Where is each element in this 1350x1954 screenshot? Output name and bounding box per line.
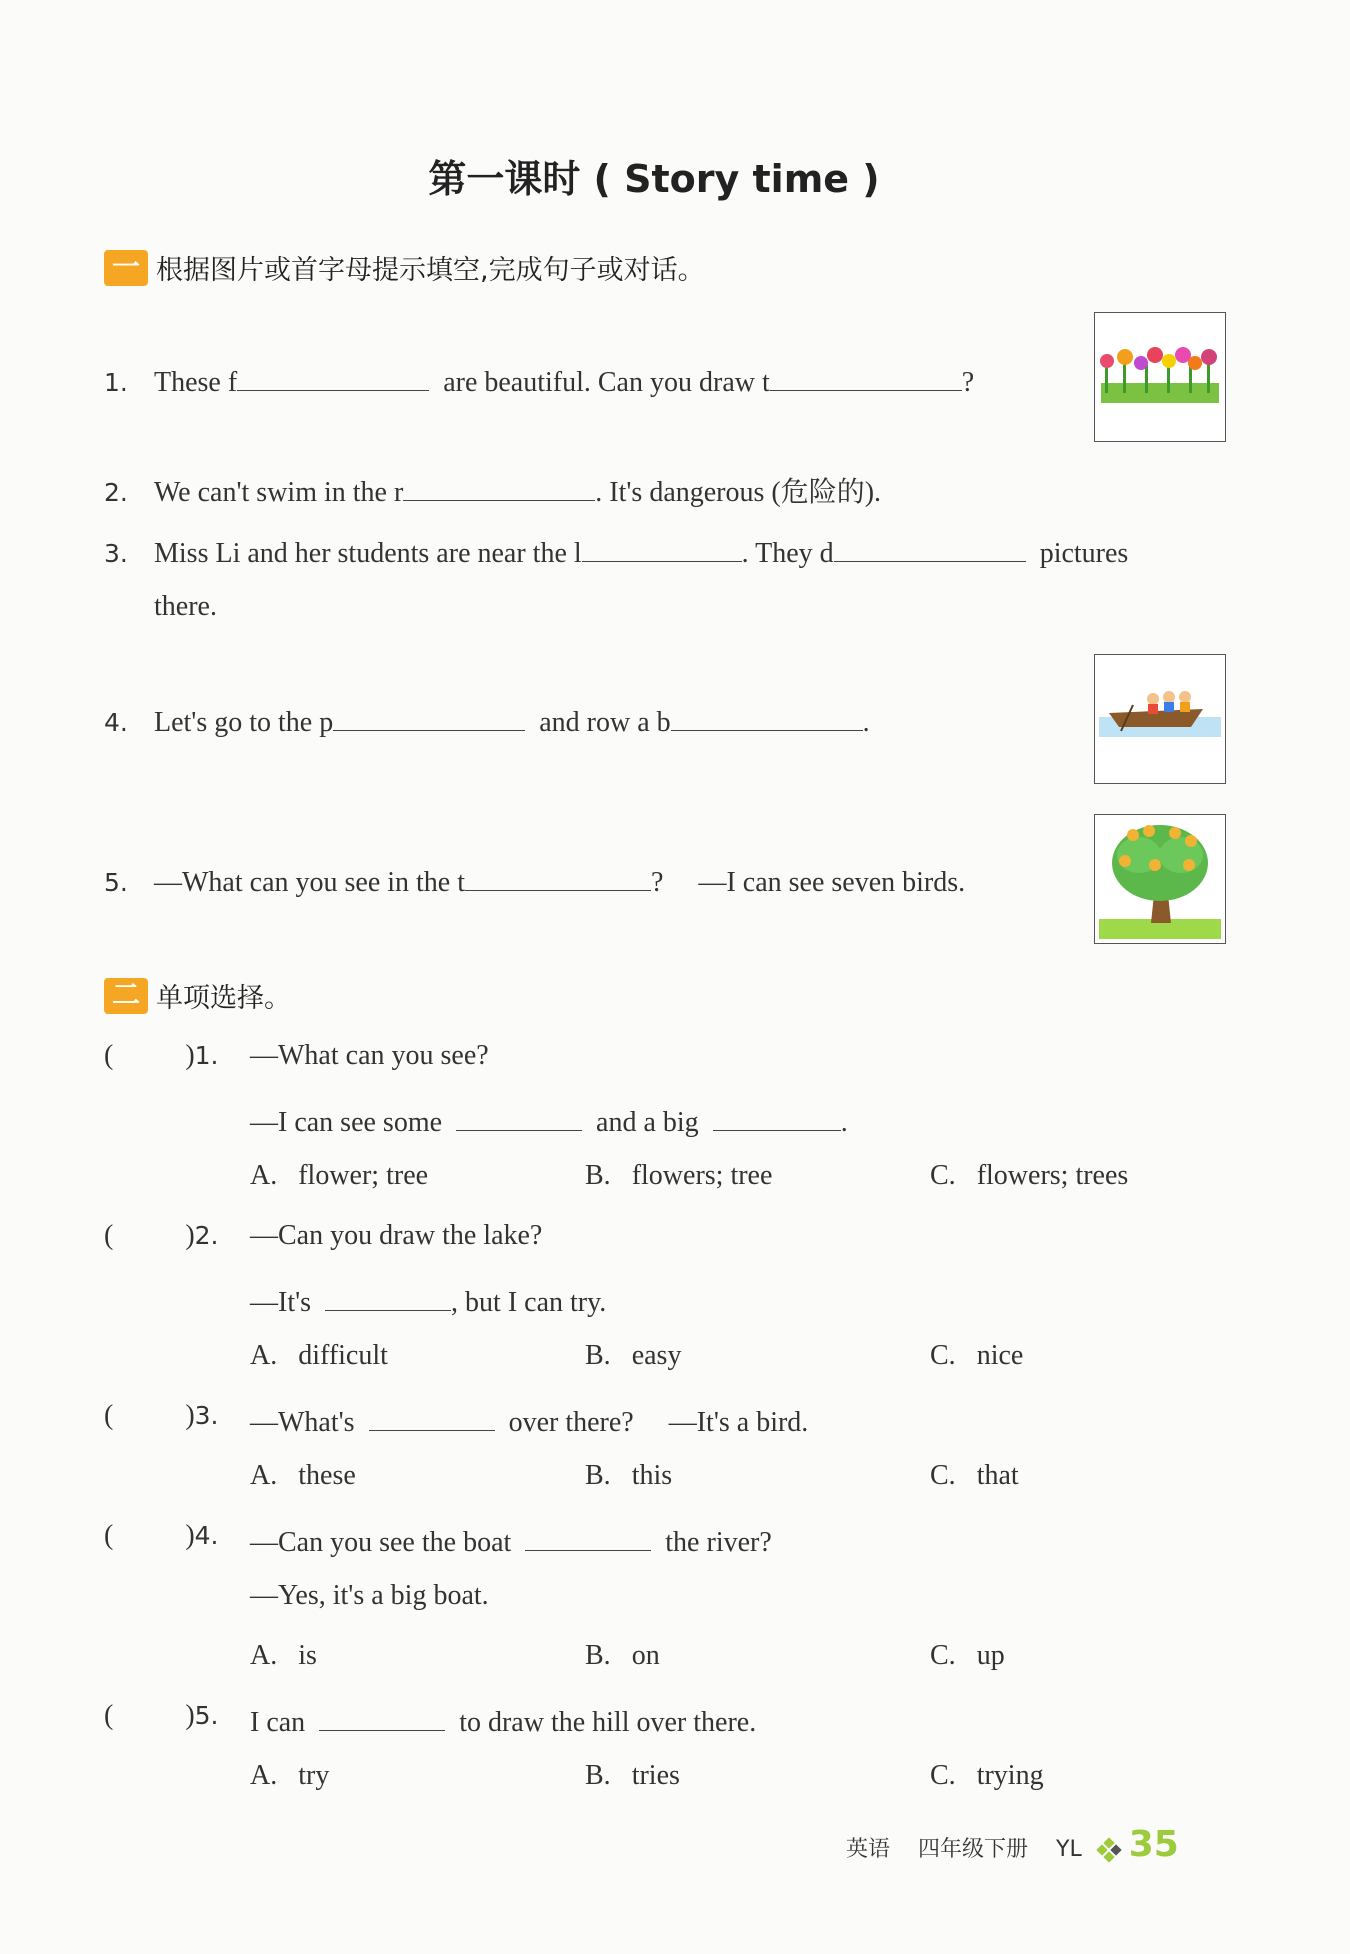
option-text: try (298, 1760, 330, 1791)
answer-blank[interactable] (834, 531, 1026, 562)
question-number: 3. (194, 1401, 219, 1430)
section-1-badge: 一 (104, 250, 148, 286)
bracket-close: ) (185, 1220, 195, 1251)
answer-blank[interactable] (525, 1520, 651, 1551)
bracket-close: ) (185, 1700, 195, 1731)
s1-question-5 (104, 860, 965, 899)
mc-5-option-b[interactable] (585, 1760, 680, 1792)
option-letter: A. (250, 1640, 278, 1671)
bracket-close: ) (185, 1400, 195, 1431)
option-letter: A. (250, 1160, 278, 1191)
option-text: flower; tree (298, 1160, 429, 1191)
section-2-heading (104, 976, 291, 1015)
answer-blank[interactable] (713, 1100, 841, 1131)
section-1-heading (104, 248, 705, 287)
question-text: , but I can try. (451, 1287, 607, 1318)
question-text: pictures (1039, 538, 1129, 569)
option-text: tries (631, 1760, 680, 1791)
bracket-close: ) (185, 1520, 195, 1551)
question-text: over there? (508, 1407, 634, 1438)
page-footer (846, 1824, 1179, 1865)
option-letter: B. (585, 1640, 611, 1671)
bracket-open: ( (104, 1520, 114, 1551)
question-number: 4. (104, 708, 128, 737)
question-text: the river? (665, 1527, 772, 1558)
page-number: 35 (1128, 1824, 1179, 1865)
question-text: —It's a bird. (668, 1407, 809, 1438)
question-number: 5. (194, 1701, 219, 1730)
answer-blank[interactable] (770, 360, 962, 391)
question-text: are beautiful. Can you draw t (443, 367, 770, 398)
mc-2-line-2 (250, 1280, 606, 1319)
tree-birds-icon (1095, 815, 1225, 943)
answer-blank[interactable] (237, 360, 429, 391)
option-text: flowers; trees (976, 1160, 1129, 1191)
question-number: 3. (104, 539, 128, 568)
tree-birds-picture (1094, 814, 1226, 944)
question-text: . (862, 707, 870, 738)
question-text: Let's go to the p (154, 707, 334, 738)
option-text: easy (631, 1340, 682, 1371)
question-number: 2. (104, 478, 128, 507)
option-letter: C. (930, 1160, 956, 1191)
mc-2-option-a[interactable] (250, 1340, 388, 1372)
answer-bracket[interactable] (104, 1220, 219, 1252)
section-2-badge: 二 (104, 978, 148, 1014)
mc-4-option-c[interactable] (930, 1640, 1005, 1672)
option-text: this (631, 1460, 673, 1491)
question-text: —I can see seven birds. (698, 867, 966, 898)
option-text: on (631, 1640, 660, 1671)
option-letter: B. (585, 1340, 611, 1371)
option-letter: C. (930, 1640, 956, 1671)
option-text: flowers; tree (631, 1160, 773, 1191)
mc-1-line-1: —What can you see? (250, 1040, 489, 1071)
option-text: difficult (298, 1340, 388, 1371)
answer-blank[interactable] (325, 1280, 451, 1311)
question-text: —I can see some (250, 1107, 443, 1138)
option-letter: C. (930, 1460, 956, 1491)
answer-blank[interactable] (582, 531, 742, 562)
bracket-open: ( (104, 1400, 114, 1431)
option-letter: A. (250, 1460, 278, 1491)
option-letter: C. (930, 1340, 956, 1371)
mc-1-option-a[interactable] (250, 1160, 428, 1192)
mc-3-option-c[interactable] (930, 1460, 1019, 1492)
answer-blank[interactable] (333, 700, 525, 731)
option-text: is (298, 1640, 317, 1671)
mc-1-option-b[interactable] (585, 1160, 772, 1192)
page-title: 第一课时 ( Story time ) (428, 157, 880, 201)
question-text: We can't swim in the r (154, 477, 404, 508)
answer-blank[interactable] (671, 700, 863, 731)
mc-4-option-a[interactable] (250, 1640, 317, 1672)
answer-bracket[interactable] (104, 1400, 219, 1432)
mc-3-option-a[interactable] (250, 1460, 356, 1492)
mc-2-option-b[interactable] (585, 1340, 681, 1372)
option-text: trying (976, 1760, 1044, 1791)
footer-edition: YL (1056, 1837, 1082, 1862)
footer-grade: 四年级下册 (918, 1837, 1029, 1862)
option-letter: B. (585, 1160, 611, 1191)
question-text: . (840, 1107, 848, 1138)
answer-bracket[interactable] (104, 1040, 219, 1072)
s1-question-1 (104, 360, 974, 399)
answer-blank[interactable] (403, 470, 595, 501)
mc-5-option-a[interactable] (250, 1760, 329, 1792)
answer-bracket[interactable] (104, 1520, 219, 1552)
question-text: These f (154, 367, 238, 398)
question-number: 1. (104, 368, 128, 397)
question-text: to draw the hill over there. (459, 1707, 757, 1738)
mc-5-line-1 (250, 1700, 756, 1739)
question-text: —Can you see the boat (250, 1527, 512, 1558)
answer-blank[interactable] (465, 860, 651, 891)
answer-blank[interactable] (369, 1400, 495, 1431)
question-number: 2. (194, 1221, 219, 1250)
option-text: nice (976, 1340, 1024, 1371)
question-number: 1. (194, 1041, 219, 1070)
boat-picture (1094, 654, 1226, 784)
s1-question-3-cont: there. (154, 591, 217, 622)
mc-3-line-1 (250, 1400, 808, 1439)
mc-5-option-c[interactable] (930, 1760, 1044, 1792)
flowers-picture (1094, 312, 1226, 442)
question-text: I can (250, 1707, 306, 1738)
mc-2-option-c[interactable] (930, 1340, 1023, 1372)
s1-question-2 (104, 470, 881, 510)
question-text: ? (961, 367, 975, 398)
mc-1-option-c[interactable] (930, 1160, 1128, 1192)
mc-2-line-1: —Can you draw the lake? (250, 1220, 543, 1251)
bracket-close: ) (185, 1040, 195, 1071)
question-text: and row a b (539, 707, 671, 738)
s1-question-3 (104, 531, 1128, 570)
mc-3-option-b[interactable] (585, 1460, 672, 1492)
boat-icon (1095, 655, 1225, 783)
question-text: —What can you see in the t (154, 867, 466, 898)
bracket-open: ( (104, 1700, 114, 1731)
option-letter: A. (250, 1760, 278, 1791)
question-text: and a big (596, 1107, 699, 1138)
section-1-heading-text: 根据图片或首字母提示填空,完成句子或对话。 (156, 255, 705, 286)
option-text: that (976, 1460, 1019, 1491)
question-text: —It's (250, 1287, 312, 1318)
option-text: these (298, 1460, 356, 1491)
mc-4-line-1 (250, 1520, 772, 1559)
footer-subject: 英语 (846, 1837, 891, 1862)
flowers-icon (1095, 313, 1225, 441)
option-letter: A. (250, 1340, 278, 1371)
answer-blank[interactable] (456, 1100, 582, 1131)
mc-4-option-b[interactable] (585, 1640, 660, 1672)
mc-4-line-2: —Yes, it's a big boat. (250, 1580, 489, 1611)
answer-bracket[interactable] (104, 1700, 219, 1732)
s1-question-4 (104, 700, 870, 739)
bracket-open: ( (104, 1220, 114, 1251)
question-text: . It's dangerous (危险的). (595, 477, 882, 508)
answer-blank[interactable] (319, 1700, 445, 1731)
question-text: . They d (741, 538, 834, 569)
option-letter: B. (585, 1760, 611, 1791)
section-2-heading-text: 单项选择。 (156, 983, 291, 1014)
question-text: —What's (250, 1407, 355, 1438)
question-text: Miss Li and her students are near the l (154, 538, 582, 569)
option-letter: B. (585, 1460, 611, 1491)
question-number: 4. (194, 1521, 219, 1550)
bracket-open: ( (104, 1040, 114, 1071)
option-text: up (976, 1640, 1005, 1671)
question-number: 5. (104, 868, 128, 897)
diamond-decoration-icon (1096, 1837, 1122, 1863)
question-text: ? (651, 867, 664, 898)
option-letter: C. (930, 1760, 956, 1791)
mc-1-line-2 (250, 1100, 848, 1139)
